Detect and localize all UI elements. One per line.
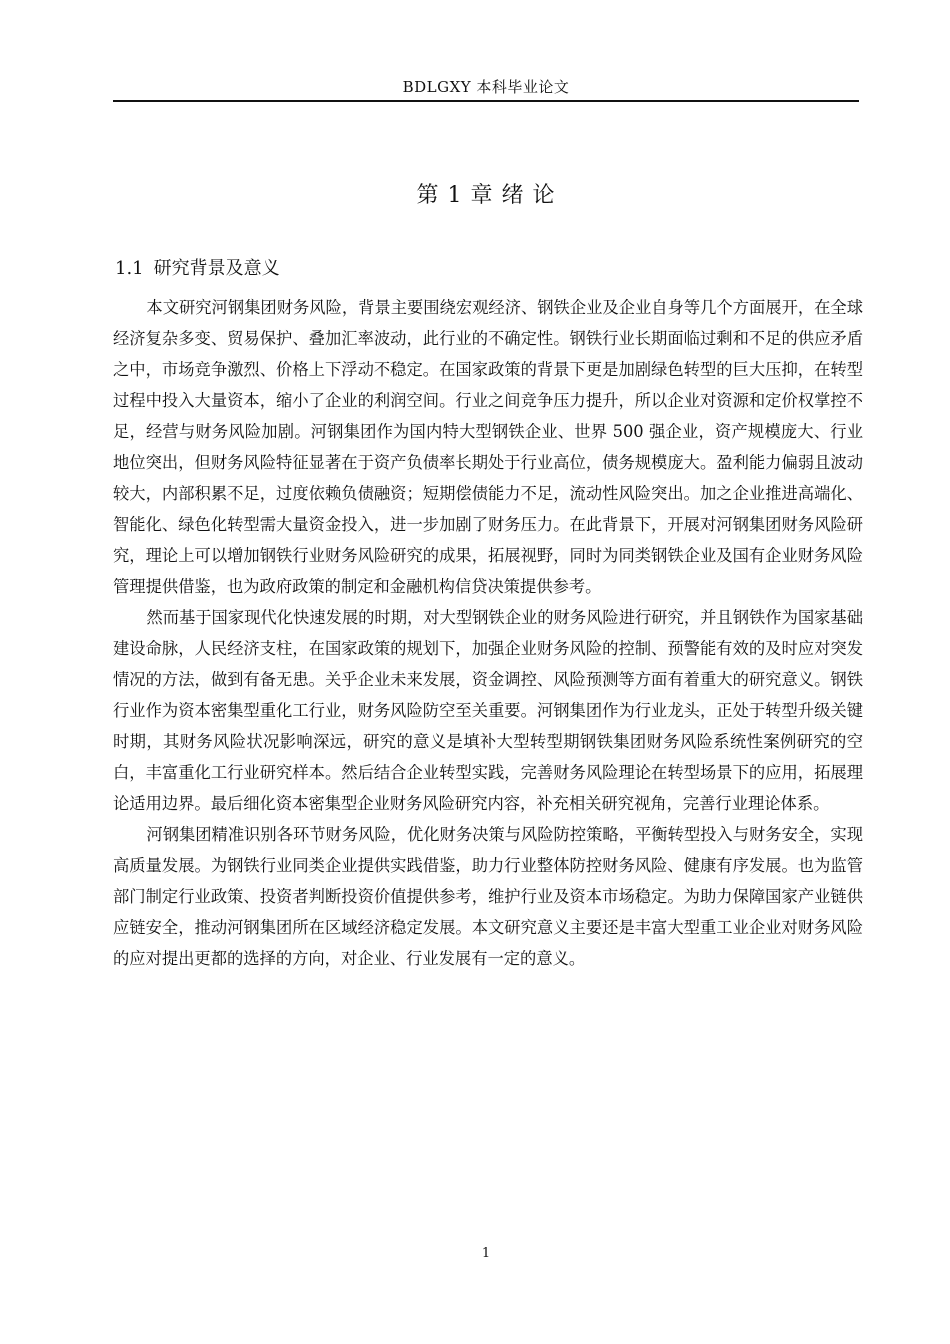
section-heading [115,254,280,280]
running-header: BDLGXY 本科毕业论文 [402,78,570,96]
body-text [113,292,863,974]
paragraph-background: 本文研究河钢集团财务风险，背景主要围绕宏观经济、钢铁企业及企业自身等几个方面展开，在全球经济复杂多变、贸易保护、叠加汇率波动，此行业的不确定性。钢铁行业长期面临过剩和不足的供应矛盾之中，市场竞争激烈、价格上下浮动不稳定。在国家政策的背景下更是加剧绿色转型的巨大压抑，在转型过程中投入大量资本，缩小了企业的利润空间。行业之间竞争压力提升，所以企业对资源和定价权掌控不足，经营与财务风险加剧。河钢集团作为国内特大型钢铁企业、世界 500 强企业，资产规模庞大、行业地位突出，但财务风险特征显著在于资产负债率长期处于行业高位，债务规模庞大。盈利能力偏弱且波动较大，内部积累不足，过度依赖负债融资；短期偿债能力不足，流动性风险突出。加之企业推进高端化、智能化、绿色化转型需大量资金投入，进一步加剧了财务压力。在此背景下，开展对河钢集团财务风险研究，理论上可以增加钢铁行业财务风险研究的成果，拓展视野，同时为同类钢铁企业及国有企业财务风险管理提供借鉴，也为政府政策的制定和金融机构信贷决策提供参考。 [113,298,863,596]
page-number: 1 [481,1246,491,1261]
section-title: 研究背景及意义 [153,258,280,279]
section-number: 1.1 [115,258,144,279]
paragraph-significance: 然而基于国家现代化快速发展的时期，对大型钢铁企业的财务风险进行研究，并且钢铁作为国家基础建设命脉，人民经济支柱，在国家政策的规划下，加强企业财务风险的控制、预警能有效的及时应对突发情况的方法，做到有备无患。关乎企业未来发展，资金调控、风险预测等方面有着重大的研究意义。钢铁行业作为资本密集型重化工行业，财务风险防空至关重要。河钢集团作为行业龙头，正处于转型升级关键时期，其财务风险状况影响深远，研究的意义是填补大型转型期钢铁集团财务风险系统性案例研究的空白，丰富重化工行业研究样本。然后结合企业转型实践，完善财务风险理论在转型场景下的应用，拓展理论适用边界。最后细化资本密集型企业财务风险研究内容，补充相关研究视角，完善行业理论体系。 [113,608,863,813]
header-rule [113,100,859,102]
chapter-title: 第 1 章 绪 论 [416,183,556,208]
paragraph-practical-value: 河钢集团精准识别各环节财务风险，优化财务决策与风险防控策略，平衡转型投入与财务安全，实现高质量发展。为钢铁行业同类企业提供实践借鉴，助力行业整体防控财务风险、健康有序发展。也为监管部门制定行业政策、投资者判断投资价值提供参考，维护行业及资本市场稳定。为助力保障国家产业链供应链安全，推动河钢集团所在区域经济稳定发展。本文研究意义主要还是丰富大型重工业企业对财务风险的应对提出更都的选择的方向，对企业、行业发展有一定的意义。 [113,825,863,968]
